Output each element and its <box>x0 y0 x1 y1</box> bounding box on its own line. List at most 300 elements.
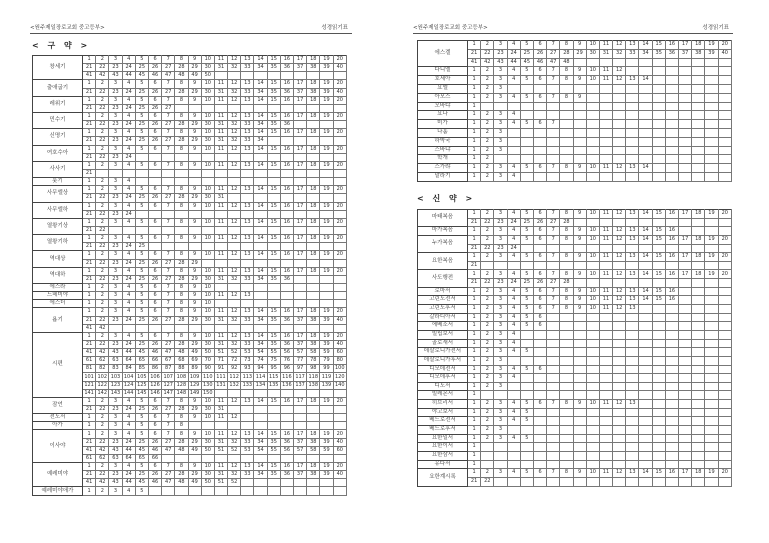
chapter-cell[interactable]: 13 <box>241 332 254 340</box>
chapter-cell[interactable] <box>586 417 599 426</box>
chapter-cell[interactable]: 7 <box>547 270 560 279</box>
chapter-cell[interactable] <box>599 434 612 443</box>
chapter-cell[interactable] <box>652 93 665 102</box>
chapter-cell[interactable]: 19 <box>320 56 333 64</box>
chapter-cell[interactable]: 3 <box>494 434 507 443</box>
chapter-cell[interactable]: 20 <box>333 267 346 275</box>
chapter-cell[interactable]: 120 <box>335 373 345 380</box>
chapter-cell[interactable]: 60 <box>333 446 346 454</box>
chapter-cell[interactable] <box>679 305 692 314</box>
chapter-cell[interactable] <box>547 443 560 452</box>
chapter-cell[interactable]: 19 <box>320 430 333 438</box>
chapter-cell[interactable] <box>626 451 639 460</box>
chapter-cell[interactable] <box>294 226 307 234</box>
chapter-cell[interactable] <box>692 400 705 409</box>
chapter-cell[interactable]: 1 <box>83 463 96 471</box>
chapter-cell[interactable] <box>639 313 652 322</box>
chapter-cell[interactable] <box>599 128 612 137</box>
chapter-cell[interactable] <box>533 261 546 270</box>
chapter-cell[interactable]: 1 <box>83 178 96 186</box>
chapter-cell[interactable]: 9 <box>188 218 201 226</box>
chapter-cell[interactable]: 35 <box>267 438 280 446</box>
chapter-cell[interactable] <box>188 487 201 495</box>
chapter-cell[interactable]: 46 <box>148 72 161 80</box>
chapter-cell[interactable]: 30 <box>201 137 214 145</box>
chapter-cell[interactable]: 5 <box>135 202 148 210</box>
chapter-cell[interactable] <box>148 169 161 177</box>
chapter-cell[interactable]: 146 <box>150 389 160 396</box>
chapter-cell[interactable]: 87 <box>162 365 175 373</box>
chapter-cell[interactable]: 1 <box>468 111 481 120</box>
chapter-cell[interactable] <box>201 259 214 267</box>
chapter-cell[interactable] <box>547 391 560 400</box>
chapter-cell[interactable]: 36 <box>280 438 293 446</box>
chapter-cell[interactable] <box>599 172 612 181</box>
chapter-cell[interactable]: 4 <box>122 129 135 137</box>
chapter-cell[interactable] <box>333 324 346 332</box>
chapter-cell[interactable] <box>333 479 346 487</box>
chapter-cell[interactable]: 32 <box>228 137 241 145</box>
chapter-cell[interactable]: 22 <box>481 244 494 253</box>
chapter-cell[interactable] <box>228 153 241 161</box>
chapter-cell[interactable] <box>639 434 652 443</box>
chapter-cell[interactable] <box>626 102 639 111</box>
chapter-cell[interactable]: 11 <box>214 202 227 210</box>
chapter-cell[interactable]: 2 <box>96 414 109 422</box>
chapter-cell[interactable]: 17 <box>294 112 307 120</box>
chapter-cell[interactable] <box>639 322 652 331</box>
chapter-cell[interactable]: 2 <box>96 283 109 291</box>
chapter-cell[interactable]: 47 <box>162 446 175 454</box>
chapter-cell[interactable]: 1 <box>468 434 481 443</box>
chapter-cell[interactable] <box>547 84 560 93</box>
chapter-cell[interactable]: 1 <box>468 120 481 129</box>
chapter-cell[interactable] <box>214 72 227 80</box>
chapter-cell[interactable] <box>718 128 731 137</box>
chapter-cell[interactable] <box>320 153 333 161</box>
chapter-cell[interactable] <box>507 443 520 452</box>
chapter-cell[interactable] <box>162 169 175 177</box>
chapter-cell[interactable]: 7 <box>162 161 175 169</box>
chapter-cell[interactable]: 9 <box>188 235 201 243</box>
chapter-cell[interactable]: 3 <box>494 365 507 374</box>
chapter-cell[interactable] <box>718 67 731 76</box>
chapter-cell[interactable]: 16 <box>665 253 678 262</box>
chapter-cell[interactable]: 18 <box>307 112 320 120</box>
chapter-cell[interactable]: 31 <box>214 64 227 72</box>
chapter-cell[interactable]: 12 <box>613 305 626 314</box>
chapter-cell[interactable] <box>665 218 678 227</box>
chapter-cell[interactable]: 3 <box>494 41 507 50</box>
chapter-cell[interactable]: 5 <box>135 56 148 64</box>
chapter-cell[interactable]: 101 <box>84 373 94 380</box>
chapter-cell[interactable] <box>613 128 626 137</box>
chapter-cell[interactable] <box>320 178 333 186</box>
chapter-cell[interactable]: 2 <box>481 76 494 85</box>
chapter-cell[interactable] <box>307 454 320 462</box>
chapter-cell[interactable] <box>665 339 678 348</box>
chapter-cell[interactable]: 37 <box>294 438 307 446</box>
chapter-cell[interactable] <box>639 128 652 137</box>
chapter-cell[interactable] <box>718 172 731 181</box>
chapter-cell[interactable]: 17 <box>679 235 692 244</box>
chapter-cell[interactable]: 27 <box>162 121 175 129</box>
chapter-cell[interactable] <box>665 102 678 111</box>
chapter-cell[interactable]: 11 <box>599 67 612 76</box>
chapter-cell[interactable]: 111 <box>216 373 226 380</box>
chapter-cell[interactable]: 22 <box>96 64 109 72</box>
chapter-cell[interactable]: 7 <box>547 210 560 219</box>
chapter-cell[interactable]: 4 <box>507 348 520 357</box>
chapter-cell[interactable] <box>613 218 626 227</box>
chapter-cell[interactable] <box>718 443 731 452</box>
chapter-cell[interactable]: 1 <box>468 296 481 305</box>
chapter-cell[interactable]: 2 <box>96 129 109 137</box>
chapter-cell[interactable] <box>241 414 254 422</box>
chapter-cell[interactable]: 7 <box>162 145 175 153</box>
chapter-cell[interactable]: 19 <box>320 161 333 169</box>
chapter-cell[interactable] <box>307 389 320 397</box>
chapter-cell[interactable] <box>692 477 705 486</box>
chapter-cell[interactable] <box>320 259 333 267</box>
chapter-cell[interactable]: 10 <box>201 267 214 275</box>
chapter-cell[interactable] <box>533 330 546 339</box>
chapter-cell[interactable]: 9 <box>573 67 586 76</box>
chapter-cell[interactable]: 5 <box>135 145 148 153</box>
chapter-cell[interactable]: 2 <box>481 356 494 365</box>
chapter-cell[interactable] <box>626 67 639 76</box>
chapter-cell[interactable] <box>665 155 678 164</box>
chapter-cell[interactable] <box>599 111 612 120</box>
chapter-cell[interactable] <box>241 406 254 414</box>
chapter-cell[interactable]: 6 <box>148 80 161 88</box>
chapter-cell[interactable]: 6 <box>533 296 546 305</box>
chapter-cell[interactable]: 7 <box>162 96 175 104</box>
chapter-cell[interactable]: 9 <box>573 400 586 409</box>
chapter-cell[interactable]: 1 <box>83 487 96 495</box>
chapter-cell[interactable]: 145 <box>137 389 147 396</box>
chapter-cell[interactable] <box>652 146 665 155</box>
chapter-cell[interactable] <box>679 330 692 339</box>
chapter-cell[interactable]: 4 <box>507 120 520 129</box>
chapter-cell[interactable]: 36 <box>665 49 678 58</box>
chapter-cell[interactable]: 18 <box>307 186 320 194</box>
chapter-cell[interactable] <box>665 391 678 400</box>
chapter-cell[interactable]: 5 <box>135 80 148 88</box>
chapter-cell[interactable] <box>294 194 307 202</box>
chapter-cell[interactable] <box>280 292 293 300</box>
chapter-cell[interactable] <box>201 454 214 462</box>
chapter-cell[interactable] <box>520 477 533 486</box>
chapter-cell[interactable]: 9 <box>188 145 201 153</box>
chapter-cell[interactable]: 2 <box>481 330 494 339</box>
chapter-cell[interactable]: 51 <box>214 349 227 357</box>
chapter-cell[interactable]: 82 <box>96 365 109 373</box>
chapter-cell[interactable]: 43 <box>494 58 507 67</box>
chapter-cell[interactable]: 13 <box>241 112 254 120</box>
chapter-cell[interactable]: 1 <box>468 41 481 50</box>
chapter-cell[interactable]: 3 <box>494 426 507 435</box>
chapter-cell[interactable] <box>692 305 705 314</box>
chapter-cell[interactable] <box>520 391 533 400</box>
chapter-cell[interactable] <box>718 322 731 331</box>
chapter-cell[interactable] <box>573 417 586 426</box>
chapter-cell[interactable] <box>547 374 560 383</box>
chapter-cell[interactable]: 92 <box>228 365 241 373</box>
chapter-cell[interactable] <box>280 169 293 177</box>
chapter-cell[interactable]: 26 <box>148 64 161 72</box>
chapter-cell[interactable]: 21 <box>83 275 96 283</box>
chapter-cell[interactable]: 47 <box>162 479 175 487</box>
chapter-cell[interactable]: 2 <box>96 80 109 88</box>
chapter-cell[interactable] <box>626 93 639 102</box>
chapter-cell[interactable]: 16 <box>665 41 678 50</box>
chapter-cell[interactable]: 21 <box>83 340 96 348</box>
chapter-cell[interactable] <box>639 391 652 400</box>
chapter-cell[interactable]: 1 <box>468 469 481 478</box>
chapter-cell[interactable] <box>520 443 533 452</box>
chapter-cell[interactable]: 29 <box>188 137 201 145</box>
chapter-cell[interactable] <box>679 84 692 93</box>
chapter-cell[interactable] <box>692 434 705 443</box>
chapter-cell[interactable]: 72 <box>228 357 241 365</box>
chapter-cell[interactable]: 18 <box>692 235 705 244</box>
chapter-cell[interactable]: 20 <box>333 145 346 153</box>
chapter-cell[interactable]: 4 <box>507 41 520 50</box>
chapter-cell[interactable]: 16 <box>665 210 678 219</box>
chapter-cell[interactable] <box>307 414 320 422</box>
chapter-cell[interactable]: 5 <box>520 253 533 262</box>
chapter-cell[interactable] <box>692 339 705 348</box>
chapter-cell[interactable] <box>267 104 280 112</box>
chapter-cell[interactable]: 8 <box>175 332 188 340</box>
chapter-cell[interactable] <box>320 243 333 251</box>
chapter-cell[interactable]: 11 <box>214 96 227 104</box>
chapter-cell[interactable] <box>201 104 214 112</box>
chapter-cell[interactable]: 5 <box>520 93 533 102</box>
chapter-cell[interactable] <box>294 324 307 332</box>
chapter-cell[interactable] <box>320 300 333 308</box>
chapter-cell[interactable] <box>333 275 346 283</box>
chapter-cell[interactable]: 14 <box>254 129 267 137</box>
chapter-cell[interactable]: 1 <box>468 210 481 219</box>
chapter-cell[interactable] <box>254 72 267 80</box>
chapter-cell[interactable] <box>705 356 718 365</box>
chapter-cell[interactable]: 24 <box>507 244 520 253</box>
chapter-cell[interactable] <box>573 330 586 339</box>
chapter-cell[interactable]: 11 <box>599 287 612 296</box>
chapter-cell[interactable]: 39 <box>320 64 333 72</box>
chapter-cell[interactable] <box>692 76 705 85</box>
chapter-cell[interactable]: 6 <box>533 235 546 244</box>
chapter-cell[interactable] <box>547 451 560 460</box>
chapter-cell[interactable] <box>267 194 280 202</box>
chapter-cell[interactable] <box>241 389 254 397</box>
chapter-cell[interactable] <box>692 330 705 339</box>
chapter-cell[interactable] <box>135 226 148 234</box>
chapter-cell[interactable]: 16 <box>280 430 293 438</box>
chapter-cell[interactable]: 13 <box>241 161 254 169</box>
chapter-cell[interactable]: 32 <box>228 438 241 446</box>
chapter-cell[interactable]: 24 <box>122 210 135 218</box>
chapter-cell[interactable]: 5 <box>135 112 148 120</box>
chapter-cell[interactable] <box>586 102 599 111</box>
chapter-cell[interactable] <box>665 330 678 339</box>
chapter-cell[interactable]: 5 <box>520 270 533 279</box>
chapter-cell[interactable]: 3 <box>494 164 507 173</box>
chapter-cell[interactable] <box>599 477 612 486</box>
chapter-cell[interactable] <box>718 356 731 365</box>
chapter-cell[interactable]: 5 <box>520 296 533 305</box>
chapter-cell[interactable]: 2 <box>481 164 494 173</box>
chapter-cell[interactable] <box>626 408 639 417</box>
chapter-cell[interactable] <box>692 128 705 137</box>
chapter-cell[interactable]: 20 <box>333 112 346 120</box>
chapter-cell[interactable] <box>586 155 599 164</box>
chapter-cell[interactable]: 17 <box>294 267 307 275</box>
chapter-cell[interactable]: 50 <box>201 446 214 454</box>
chapter-cell[interactable]: 36 <box>280 121 293 129</box>
chapter-cell[interactable]: 10 <box>586 164 599 173</box>
chapter-cell[interactable] <box>652 356 665 365</box>
chapter-cell[interactable] <box>665 348 678 357</box>
chapter-cell[interactable] <box>679 391 692 400</box>
chapter-cell[interactable] <box>507 84 520 93</box>
chapter-cell[interactable]: 141 <box>84 389 94 396</box>
chapter-cell[interactable] <box>481 391 494 400</box>
chapter-cell[interactable]: 13 <box>626 296 639 305</box>
chapter-cell[interactable] <box>560 172 573 181</box>
chapter-cell[interactable] <box>679 102 692 111</box>
chapter-cell[interactable] <box>188 178 201 186</box>
chapter-cell[interactable]: 30 <box>201 194 214 202</box>
chapter-cell[interactable] <box>599 382 612 391</box>
chapter-cell[interactable]: 5 <box>135 422 148 430</box>
chapter-cell[interactable]: 18 <box>692 253 705 262</box>
chapter-cell[interactable] <box>294 72 307 80</box>
chapter-cell[interactable] <box>599 451 612 460</box>
chapter-cell[interactable]: 7 <box>162 422 175 430</box>
chapter-cell[interactable]: 24 <box>122 340 135 348</box>
chapter-cell[interactable]: 11 <box>214 145 227 153</box>
chapter-cell[interactable]: 8 <box>175 414 188 422</box>
chapter-cell[interactable] <box>507 477 520 486</box>
chapter-cell[interactable] <box>652 120 665 129</box>
chapter-cell[interactable]: 13 <box>626 235 639 244</box>
chapter-cell[interactable]: 6 <box>533 210 546 219</box>
chapter-cell[interactable] <box>665 93 678 102</box>
chapter-cell[interactable] <box>626 261 639 270</box>
chapter-cell[interactable] <box>613 339 626 348</box>
chapter-cell[interactable] <box>586 218 599 227</box>
chapter-cell[interactable]: 4 <box>122 308 135 316</box>
chapter-cell[interactable] <box>560 443 573 452</box>
chapter-cell[interactable]: 27 <box>162 471 175 479</box>
chapter-cell[interactable]: 28 <box>175 137 188 145</box>
chapter-cell[interactable]: 8 <box>560 400 573 409</box>
chapter-cell[interactable] <box>705 218 718 227</box>
chapter-cell[interactable] <box>599 408 612 417</box>
chapter-cell[interactable] <box>705 296 718 305</box>
chapter-cell[interactable] <box>705 155 718 164</box>
chapter-cell[interactable] <box>547 365 560 374</box>
chapter-cell[interactable]: 16 <box>665 270 678 279</box>
chapter-cell[interactable]: 28 <box>175 275 188 283</box>
chapter-cell[interactable]: 2 <box>481 84 494 93</box>
chapter-cell[interactable]: 7 <box>547 296 560 305</box>
chapter-cell[interactable] <box>507 261 520 270</box>
chapter-cell[interactable] <box>560 84 573 93</box>
chapter-cell[interactable] <box>705 443 718 452</box>
chapter-cell[interactable]: 5 <box>135 397 148 405</box>
chapter-cell[interactable]: 143 <box>110 389 121 396</box>
chapter-cell[interactable]: 8 <box>175 218 188 226</box>
chapter-cell[interactable]: 13 <box>626 76 639 85</box>
chapter-cell[interactable]: 8 <box>175 430 188 438</box>
chapter-cell[interactable]: 23 <box>109 471 122 479</box>
chapter-cell[interactable]: 137 <box>295 381 305 388</box>
chapter-cell[interactable]: 1 <box>468 67 481 76</box>
chapter-cell[interactable]: 2 <box>96 463 109 471</box>
chapter-cell[interactable]: 10 <box>201 186 214 194</box>
chapter-cell[interactable]: 62 <box>96 454 109 462</box>
chapter-cell[interactable] <box>626 322 639 331</box>
chapter-cell[interactable] <box>520 137 533 146</box>
chapter-cell[interactable] <box>307 487 320 495</box>
chapter-cell[interactable]: 3 <box>494 400 507 409</box>
chapter-cell[interactable] <box>665 374 678 383</box>
chapter-cell[interactable]: 7 <box>162 332 175 340</box>
chapter-cell[interactable] <box>626 155 639 164</box>
chapter-cell[interactable] <box>481 460 494 469</box>
chapter-cell[interactable]: 32 <box>228 275 241 283</box>
chapter-cell[interactable] <box>613 356 626 365</box>
chapter-cell[interactable]: 38 <box>307 64 320 72</box>
chapter-cell[interactable] <box>665 356 678 365</box>
chapter-cell[interactable]: 13 <box>626 400 639 409</box>
chapter-cell[interactable]: 9 <box>188 397 201 405</box>
chapter-cell[interactable]: 31 <box>214 275 227 283</box>
chapter-cell[interactable]: 45 <box>135 72 148 80</box>
chapter-cell[interactable] <box>228 72 241 80</box>
chapter-cell[interactable]: 2 <box>96 251 109 259</box>
chapter-cell[interactable] <box>241 104 254 112</box>
chapter-cell[interactable] <box>613 172 626 181</box>
chapter-cell[interactable]: 8 <box>175 161 188 169</box>
chapter-cell[interactable]: 8 <box>560 235 573 244</box>
chapter-cell[interactable]: 27 <box>162 194 175 202</box>
chapter-cell[interactable]: 17 <box>294 145 307 153</box>
chapter-cell[interactable]: 6 <box>148 422 161 430</box>
chapter-cell[interactable]: 5 <box>520 313 533 322</box>
chapter-cell[interactable]: 2 <box>481 253 494 262</box>
chapter-cell[interactable]: 18 <box>692 210 705 219</box>
chapter-cell[interactable] <box>613 443 626 452</box>
chapter-cell[interactable] <box>307 259 320 267</box>
chapter-cell[interactable] <box>705 374 718 383</box>
chapter-cell[interactable] <box>214 259 227 267</box>
chapter-cell[interactable]: 6 <box>533 93 546 102</box>
chapter-cell[interactable] <box>718 365 731 374</box>
chapter-cell[interactable]: 10 <box>586 41 599 50</box>
chapter-cell[interactable]: 1 <box>468 253 481 262</box>
chapter-cell[interactable] <box>294 178 307 186</box>
chapter-cell[interactable]: 19 <box>320 186 333 194</box>
chapter-cell[interactable] <box>294 292 307 300</box>
chapter-cell[interactable] <box>586 128 599 137</box>
chapter-cell[interactable] <box>320 487 333 495</box>
chapter-cell[interactable] <box>254 226 267 234</box>
